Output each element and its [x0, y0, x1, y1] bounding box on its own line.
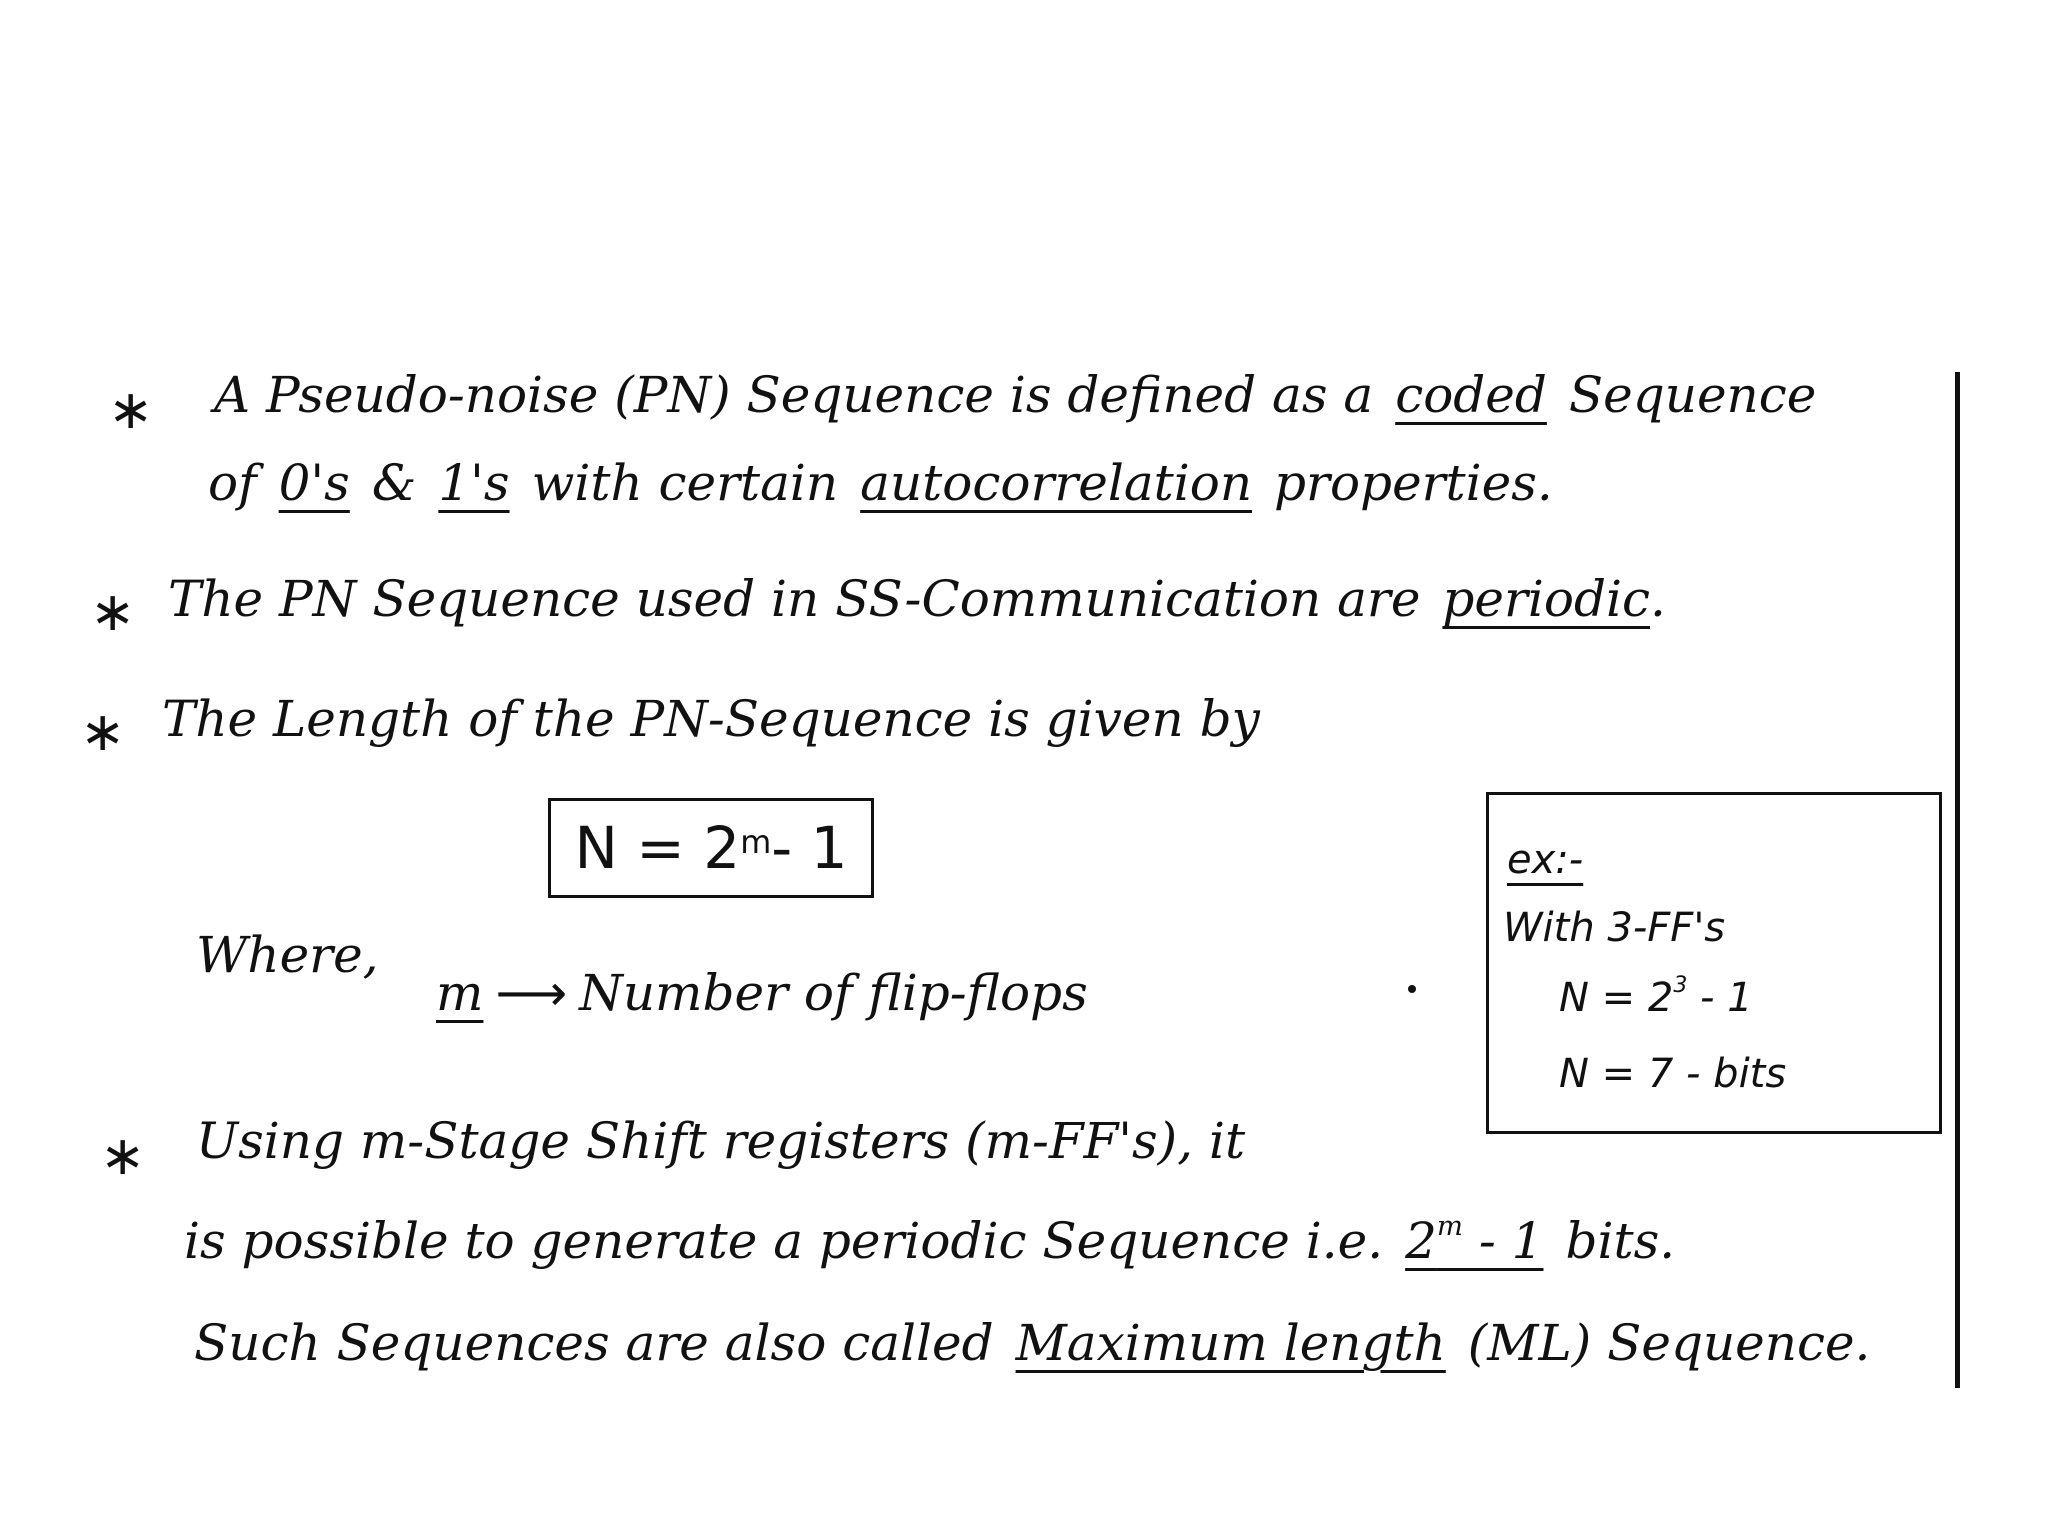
where-definition: [436, 964, 1088, 1022]
periodic-text: The PN Sequence used in SS-Communication are: [168, 570, 1421, 628]
definition-line-2: [208, 454, 1553, 512]
bullet-marker: ∗: [90, 580, 136, 643]
example-formula-base: N = 2: [1559, 975, 1674, 1021]
length-formula-box: [548, 798, 874, 898]
underlined-term-maximum-length: Maximum length: [1015, 1314, 1446, 1372]
example-formula-exponent: 3: [1673, 973, 1688, 999]
definition-text: &: [371, 454, 417, 512]
length-text: The Length of the PN-Sequence is given by: [162, 690, 1260, 748]
periodic-line: [168, 570, 1666, 628]
underlined-term-autocorrelation: autocorrelation: [860, 454, 1253, 512]
underlined-formula: [1405, 1209, 1544, 1270]
example-line-3: N = 7 - bits: [1559, 1051, 1787, 1097]
underlined-term-zeros: 0's: [278, 454, 350, 512]
formula-exponent: m: [740, 822, 772, 861]
shift-register-line-3: [194, 1314, 1871, 1372]
underlined-term-ones: 1's: [438, 454, 510, 512]
right-margin-rule: [1955, 372, 1960, 1388]
formula-base: N = 2: [574, 814, 741, 882]
definition-text: Sequence: [1568, 366, 1817, 424]
shift-register-text: bits.: [1565, 1212, 1676, 1270]
underlined-term-periodic: periodic: [1442, 570, 1651, 628]
where-label-text: Where,: [196, 926, 379, 984]
shift-register-text: (ML) Sequence.: [1467, 1314, 1871, 1372]
stray-dot: [1408, 985, 1416, 993]
example-box: [1486, 792, 1942, 1134]
example-line-1: With 3-FF's: [1503, 905, 1726, 951]
definition-text: A Pseudo-noise (PN) Sequence is defined as a: [214, 366, 1374, 424]
underlined-term-coded: coded: [1395, 366, 1547, 424]
example-formula-tail: - 1: [1687, 975, 1753, 1021]
example-title-text: ex:-: [1507, 837, 1584, 883]
underlined-formula-exponent: m: [1436, 1209, 1463, 1242]
definition-text: of: [208, 454, 257, 512]
length-line: [162, 690, 1260, 748]
shift-register-text: Such Sequences are also called: [194, 1314, 994, 1372]
definition-text: with certain: [531, 454, 839, 512]
example-title: [1507, 837, 1583, 883]
definition-line-1: [214, 366, 1817, 424]
periodic-text: .: [1650, 570, 1666, 628]
shift-register-text: is possible to generate a periodic Sequence i.e.: [184, 1212, 1384, 1270]
right-arrow-icon: ⟶: [495, 964, 568, 1022]
underlined-formula-tail: - 1: [1463, 1212, 1544, 1270]
bullet-marker: ∗: [100, 1124, 146, 1187]
example-line-2: [1559, 975, 1753, 1021]
underlined-formula-base: 2: [1405, 1212, 1437, 1270]
flip-flops-description: Number of flip-flops: [579, 964, 1088, 1022]
bullet-marker: ∗: [80, 700, 126, 763]
variable-m: m: [436, 964, 484, 1022]
shift-register-text: Using m-Stage Shift registers (m-FF's), it: [196, 1112, 1246, 1170]
shift-register-line-1: [196, 1112, 1246, 1170]
where-label: [196, 926, 379, 984]
shift-register-line-2: [184, 1209, 1676, 1270]
definition-text: properties.: [1274, 454, 1553, 512]
formula-tail: - 1: [771, 814, 848, 882]
bullet-marker: ∗: [108, 378, 154, 441]
